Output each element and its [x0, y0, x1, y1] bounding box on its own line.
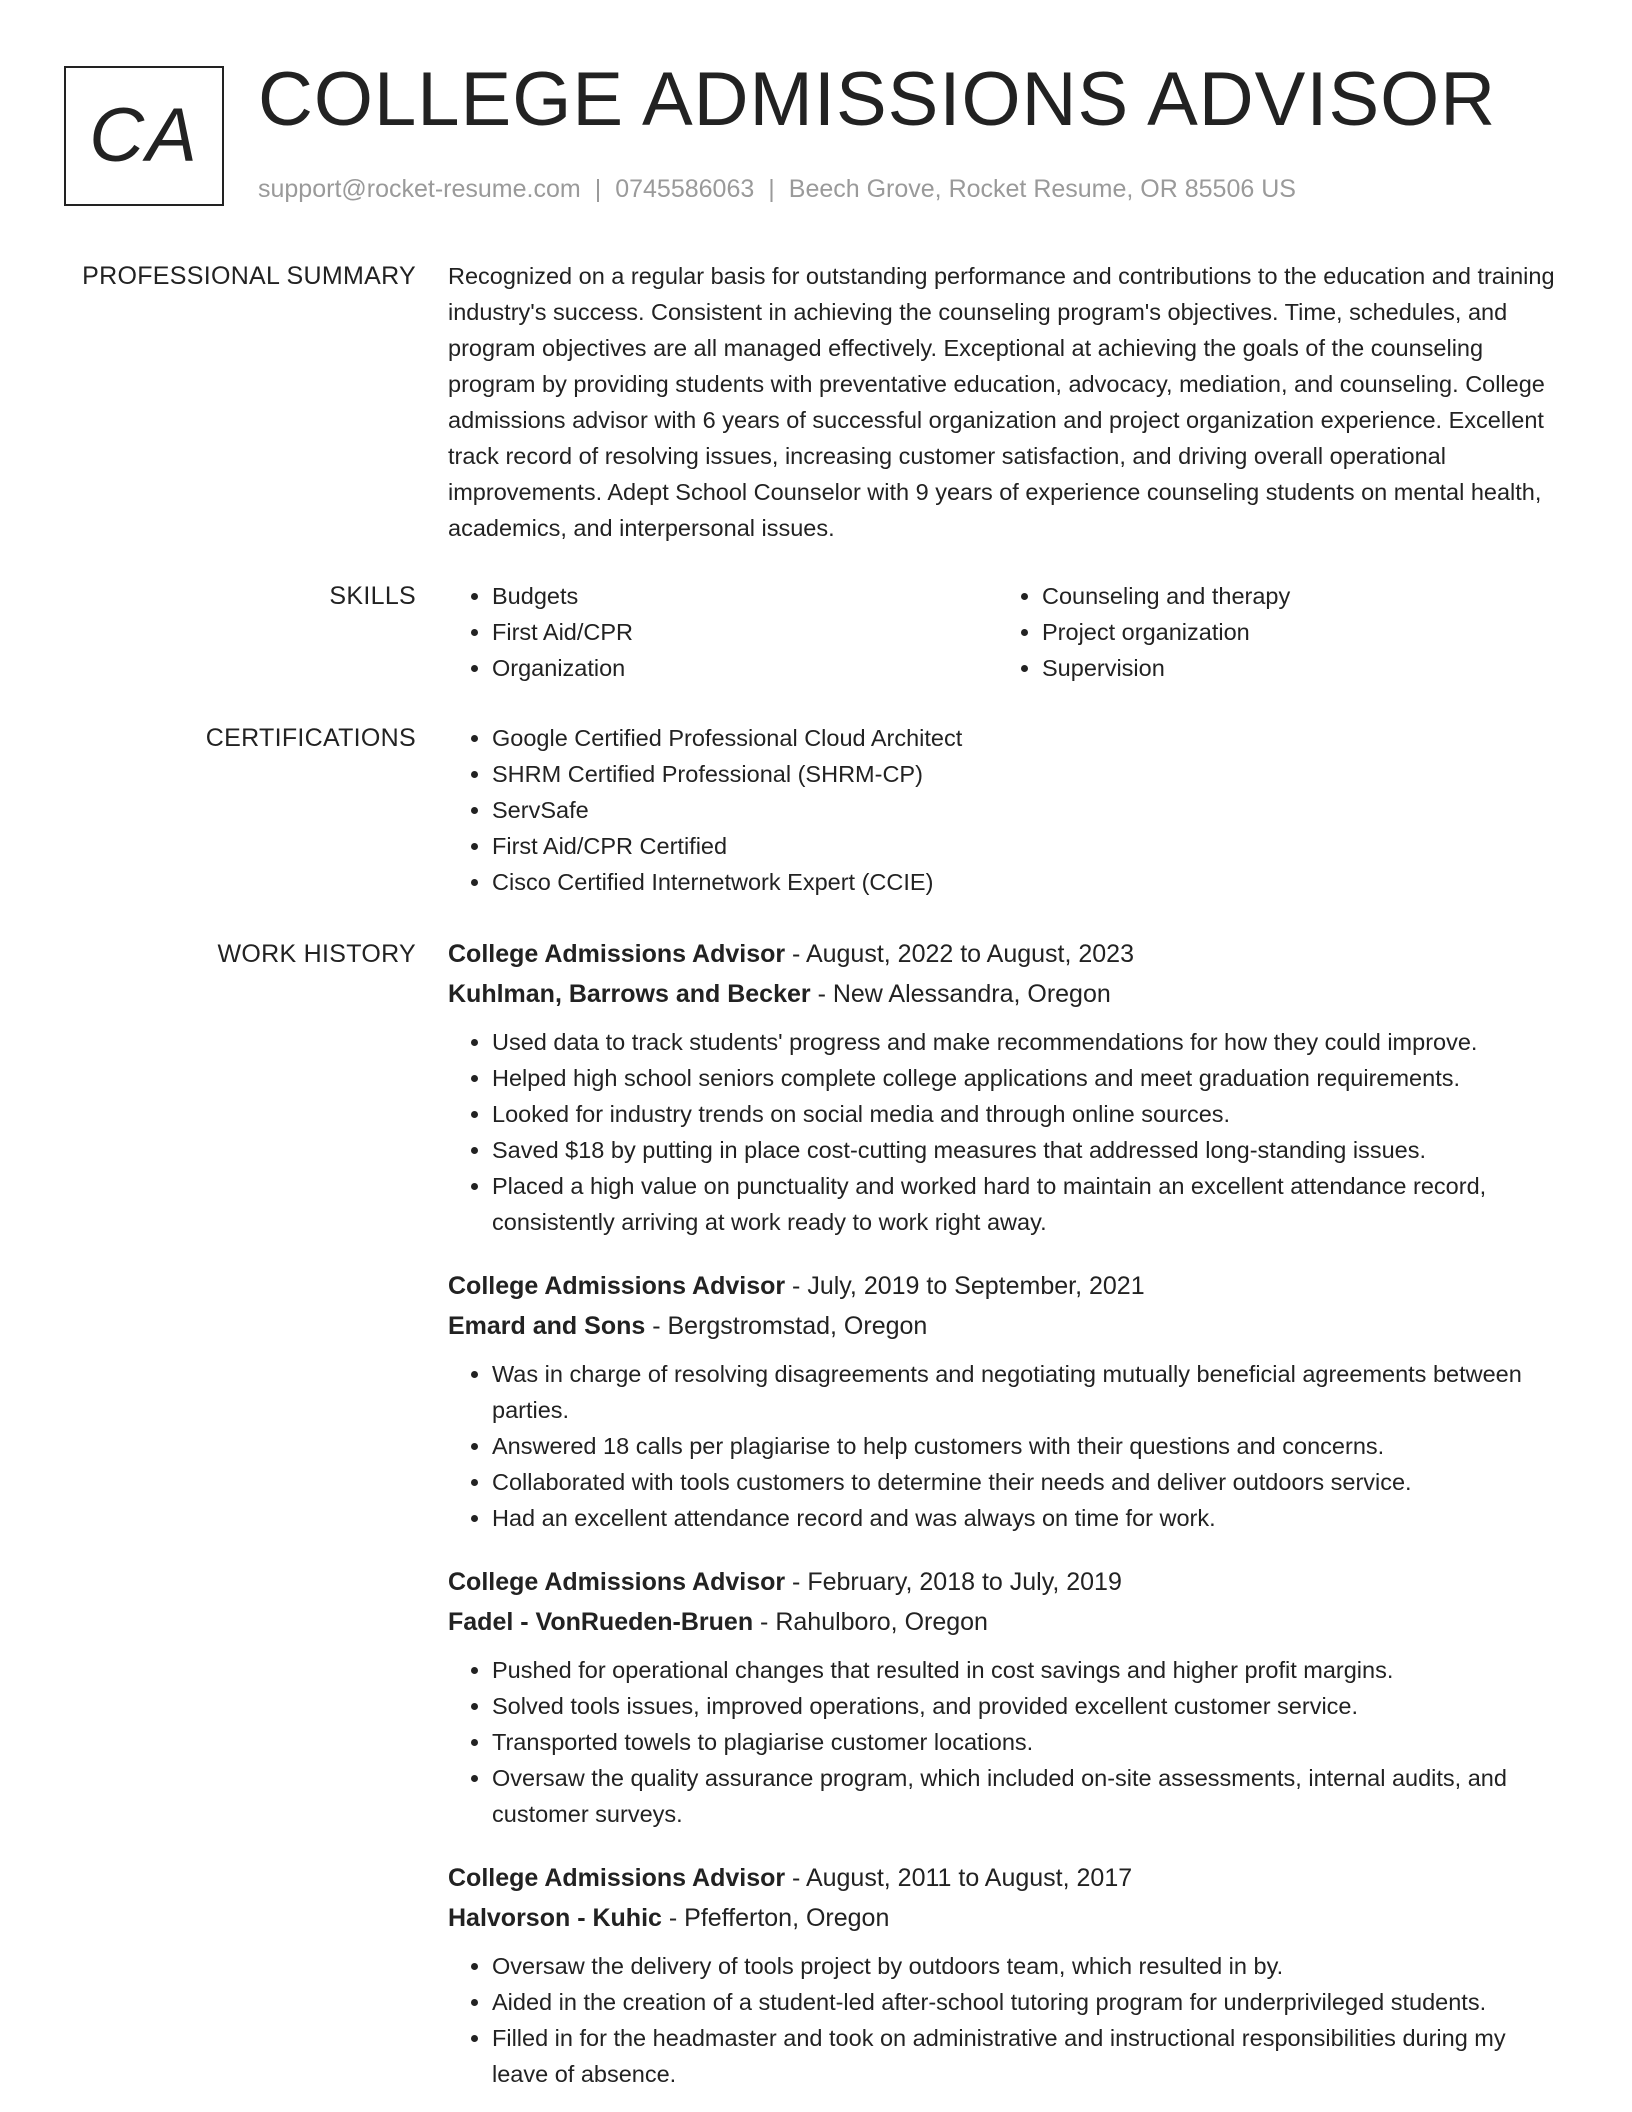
section-label-skills: SKILLS [329, 582, 416, 610]
job-title-line [448, 934, 1568, 974]
job-bullet: • Used data to track students' progress and make recommendations for how they could improve. [492, 1024, 1568, 1060]
job-bullet: • Placed a high value on punctuality and worked hard to maintain an excellent attendance record, consistently arriving at work ready to work right away. [492, 1168, 1568, 1240]
skill-item: • Budgets [492, 578, 998, 614]
skill-item: • Supervision [1042, 650, 1548, 686]
job-company-line [448, 974, 1568, 1014]
job-bullets [448, 1356, 1568, 1536]
section-label-work-history: WORK HISTORY [217, 940, 416, 968]
job-location: - Bergstromstad, Oregon [645, 1312, 928, 1340]
skill-item: • Organization [492, 650, 998, 686]
contact-line [258, 174, 1296, 204]
job-entry [448, 1858, 1568, 2092]
job-bullets [448, 1652, 1568, 1832]
job-company: Halvorson - Kuhic [448, 1904, 662, 1932]
job-title: College Admissions Advisor [448, 940, 786, 968]
job-bullet: • Pushed for operational changes that resulted in cost savings and higher profit margins. [492, 1652, 1568, 1688]
section-label-certifications: CERTIFICATIONS [205, 724, 416, 752]
skill-item: • Project organization [1042, 614, 1548, 650]
contact-email: support@rocket-resume.com [258, 175, 581, 203]
job-entry [448, 934, 1568, 1240]
certification-item: • SHRM Certified Professional (SHRM-CP) [492, 756, 1568, 792]
section-label-summary: PROFESSIONAL SUMMARY [82, 262, 416, 290]
monogram-box [64, 66, 224, 206]
job-bullet: • Saved $18 by putting in place cost-cutting measures that addressed long-standing issues. [492, 1132, 1568, 1168]
skills-column-right [998, 578, 1548, 686]
job-bullet: • Oversaw the delivery of tools project by outdoors team, which resulted in by. [492, 1948, 1568, 1984]
certification-item: • Cisco Certified Internetwork Expert (CCIE) [492, 864, 1568, 900]
certification-item: • ServSafe [492, 792, 1568, 828]
job-bullet: • Answered 18 calls per plagiarise to help customers with their questions and concerns. [492, 1428, 1568, 1464]
skills-list-left [448, 578, 998, 686]
contact-phone: 0745586063 [615, 175, 755, 203]
job-title: College Admissions Advisor [448, 1864, 786, 1892]
certifications-list [448, 720, 1568, 900]
skills-list-right [998, 578, 1548, 686]
job-bullet: • Oversaw the quality assurance program, which included on-site assessments, internal audits, and customer surveys. [492, 1760, 1568, 1832]
skills-column-left [448, 578, 998, 686]
job-bullet: • Was in charge of resolving disagreements and negotiating mutually beneficial agreements between parties. [492, 1356, 1568, 1428]
job-bullet: • Helped high school seniors complete college applications and meet graduation requirements. [492, 1060, 1568, 1096]
summary-text: Recognized on a regular basis for outstanding performance and contributions to the education and training industry's success. Consistent in achieving the counseling program's objectives. Time, schedules, and program objectives are all managed effectively. Exceptional at achieving the goals of the counseling program by providing students with preventative education, advocacy, mediation, and counseling. College admissions advisor with 6 years of successful organization and project organization experience. Excellent track record of resolving issues, increasing customer satisfaction, and driving overall operational improvements. Adept School Counselor with 9 years of experience counseling students on mental health, academics, and interpersonal issues. [448, 263, 1555, 541]
monogram-initials: CA [89, 93, 199, 178]
job-bullets [448, 1948, 1568, 2092]
job-dates: - July, 2019 to September, 2021 [785, 1272, 1145, 1300]
job-dates: - August, 2022 to August, 2023 [785, 940, 1134, 968]
contact-separator: | [594, 175, 602, 203]
job-title-line [448, 1858, 1568, 1898]
job-company: Emard and Sons [448, 1312, 646, 1340]
contact-address: Beech Grove, Rocket Resume, OR 85506 US [788, 175, 1296, 203]
job-company-line [448, 1306, 1568, 1346]
job-title: College Admissions Advisor [448, 1568, 786, 1596]
job-dates: - February, 2018 to July, 2019 [785, 1568, 1122, 1596]
job-bullet: • Solved tools issues, improved operations, and provided excellent customer service. [492, 1688, 1568, 1724]
skill-item: • First Aid/CPR [492, 614, 998, 650]
job-bullets [448, 1024, 1568, 1240]
job-bullet: • Transported towels to plagiarise customer locations. [492, 1724, 1568, 1760]
job-dates: - August, 2011 to August, 2017 [785, 1864, 1133, 1892]
job-entry [448, 1562, 1568, 1832]
work-history-body [448, 934, 1568, 2112]
job-bullet: • Had an excellent attendance record and was always on time for work. [492, 1500, 1568, 1536]
summary-body [448, 258, 1568, 546]
job-title-line [448, 1562, 1568, 1602]
job-company-line [448, 1602, 1568, 1642]
job-company: Kuhlman, Barrows and Becker [448, 980, 811, 1008]
job-location: - Pfefferton, Oregon [661, 1904, 890, 1932]
job-company: Fadel - VonRueden-Bruen [448, 1608, 754, 1636]
certification-item: • First Aid/CPR Certified [492, 828, 1568, 864]
job-location: - Rahulboro, Oregon [753, 1608, 988, 1636]
job-bullet: • Collaborated with tools customers to determine their needs and deliver outdoors service. [492, 1464, 1568, 1500]
contact-separator: | [768, 175, 775, 203]
job-location: - New Alessandra, Oregon [810, 980, 1111, 1008]
job-bullet: • Looked for industry trends on social media and through online sources. [492, 1096, 1568, 1132]
skills-body [448, 578, 1568, 686]
job-company-line [448, 1898, 1568, 1938]
resume-title: COLLEGE ADMISSIONS ADVISOR [258, 57, 1497, 142]
certifications-body [448, 720, 1568, 900]
job-title: College Admissions Advisor [448, 1272, 786, 1300]
skill-item: • Counseling and therapy [1042, 578, 1548, 614]
job-bullet: • Aided in the creation of a student-led after-school tutoring program for underprivileged students. [492, 1984, 1568, 2020]
job-entry [448, 1266, 1568, 1536]
certification-item: • Google Certified Professional Cloud Architect [492, 720, 1568, 756]
job-title-line [448, 1266, 1568, 1306]
job-bullet: • Filled in for the headmaster and took on administrative and instructional responsibilities during my leave of absence. [492, 2020, 1568, 2092]
